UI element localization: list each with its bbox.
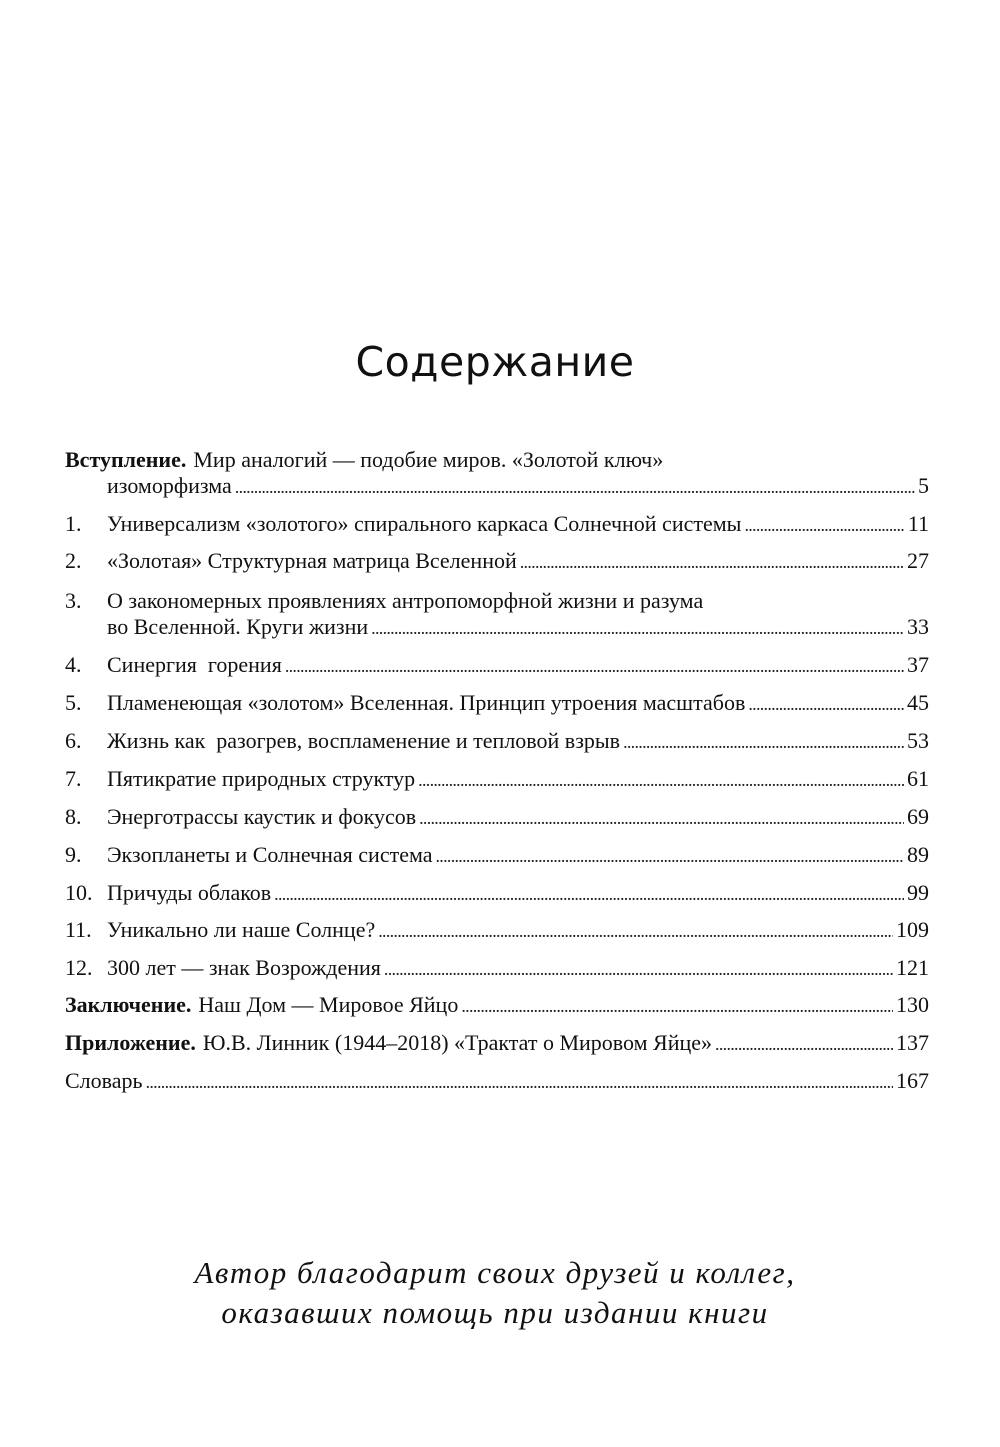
dot-leader <box>285 652 904 679</box>
intro-page: 5 <box>918 473 929 498</box>
toc-entry-chapter <box>65 690 929 716</box>
chapter-page: 53 <box>907 728 929 753</box>
dot-leader <box>748 690 904 717</box>
intro-title-line1: Мир аналогий — подобие миров. «Золотой ключ» <box>193 447 664 472</box>
appendix-title: Ю.В. Линник (1944–2018) «Трактат о Мировом Яйце» <box>202 1030 713 1055</box>
chapter-page: 109 <box>896 917 929 942</box>
chapter-title: Синергия горения <box>107 652 282 677</box>
chapter-number: 10. <box>65 880 93 905</box>
chapter-number: 3. <box>65 588 82 613</box>
chapter-page: 69 <box>907 804 929 829</box>
chapter-number: 11. <box>65 917 92 942</box>
chapter-title: 300 лет — знак Возрождения <box>107 955 381 980</box>
toc-entry-chapter <box>65 917 929 943</box>
toc-entry-glossary <box>65 1068 929 1094</box>
dot-leader <box>371 614 904 641</box>
toc-entry-chapter <box>65 652 929 678</box>
chapter-title: Жизнь как разогрев, воспламенение и тепловой взрыв <box>107 728 621 753</box>
chapter-page: 121 <box>896 955 929 980</box>
chapter-number: 12. <box>65 955 93 980</box>
toc-entry-chapter <box>65 766 929 792</box>
chapter-title: Уникально ли наше Солнце? <box>107 917 376 942</box>
conclusion-title: Наш Дом — Мировое Яйцо <box>198 992 459 1017</box>
chapter-page: 89 <box>907 842 929 867</box>
toc-entry-chapter <box>65 804 929 830</box>
toc-entry-intro <box>65 447 929 473</box>
chapter-title: Причуды облаков <box>107 880 272 905</box>
toc-entry-chapter <box>65 588 929 614</box>
dot-leader <box>384 955 893 982</box>
chapter-title: О закономерных проявлениях антропоморфной жизни и разума <box>107 588 704 613</box>
toc-entry-appendix <box>65 1030 929 1056</box>
chapter-number: 4. <box>65 652 82 677</box>
toc-entry-chapter-cont <box>65 614 929 640</box>
dot-leader <box>146 1068 893 1095</box>
chapter-number: 5. <box>65 690 82 715</box>
dot-leader <box>436 842 905 869</box>
chapter-title: «Золотая» Структурная матрица Вселенной <box>107 548 517 573</box>
dot-leader <box>461 992 893 1019</box>
dot-leader <box>235 473 915 500</box>
toc-entry-conclusion <box>65 992 929 1018</box>
chapter-page: 27 <box>907 548 929 573</box>
acknowledgement <box>0 1253 990 1333</box>
toc-entry-chapter <box>65 842 929 868</box>
intro-lead: Вступление. <box>65 447 187 472</box>
conclusion-page: 130 <box>896 992 929 1017</box>
chapter-page: 11 <box>907 511 929 536</box>
glossary-title: Словарь <box>65 1068 143 1093</box>
dot-leader <box>520 548 904 575</box>
appendix-lead: Приложение. <box>65 1030 196 1055</box>
chapter-page: 99 <box>907 880 929 905</box>
dot-leader <box>274 880 904 907</box>
chapter-page: 61 <box>907 766 929 791</box>
toc-entry-chapter <box>65 548 929 574</box>
page-title: Содержание <box>355 338 635 386</box>
toc-entry-chapter <box>65 955 929 981</box>
dot-leader <box>418 766 904 793</box>
acknowledgement-line2: оказавших помощь при издании книги <box>221 1295 769 1330</box>
toc-entry-chapter <box>65 728 929 754</box>
conclusion-lead: Заключение. <box>65 992 192 1017</box>
dot-leader <box>623 728 904 755</box>
appendix-page: 137 <box>896 1030 929 1055</box>
dot-leader <box>419 804 904 831</box>
glossary-page: 167 <box>896 1068 929 1093</box>
chapter-title: Энерготрассы каустик и фокусов <box>107 804 417 829</box>
chapter-number: 9. <box>65 842 82 867</box>
chapter-page: 37 <box>907 652 929 677</box>
acknowledgement-line1: Автор благодарит своих друзей и коллег, <box>194 1255 796 1290</box>
chapter-number: 7. <box>65 766 82 791</box>
chapter-number: 2. <box>65 548 82 573</box>
chapter-title: Универсализм «золотого» спирального каркаса Солнечной системы <box>107 511 742 536</box>
chapter-title-line2: во Вселенной. Круги жизни <box>107 614 369 639</box>
chapter-page: 33 <box>907 614 929 639</box>
chapter-page: 45 <box>907 690 929 715</box>
toc-entry-chapter <box>65 511 929 537</box>
chapter-number: 6. <box>65 728 82 753</box>
chapter-title: Пламенеющая «золотом» Вселенная. Принцип утроения масштабов <box>107 690 746 715</box>
chapter-number: 8. <box>65 804 82 829</box>
dot-leader <box>378 917 893 944</box>
toc-entry-intro-cont <box>65 473 929 499</box>
toc-entry-chapter <box>65 880 929 906</box>
chapter-title: Экзопланеты и Солнечная система <box>107 842 433 867</box>
dot-leader <box>715 1030 893 1057</box>
dot-leader <box>744 511 904 538</box>
chapter-title: Пятикратие природных структур <box>107 766 416 791</box>
intro-title-line2: изоморфизма <box>107 473 232 498</box>
chapter-number: 1. <box>65 511 82 536</box>
